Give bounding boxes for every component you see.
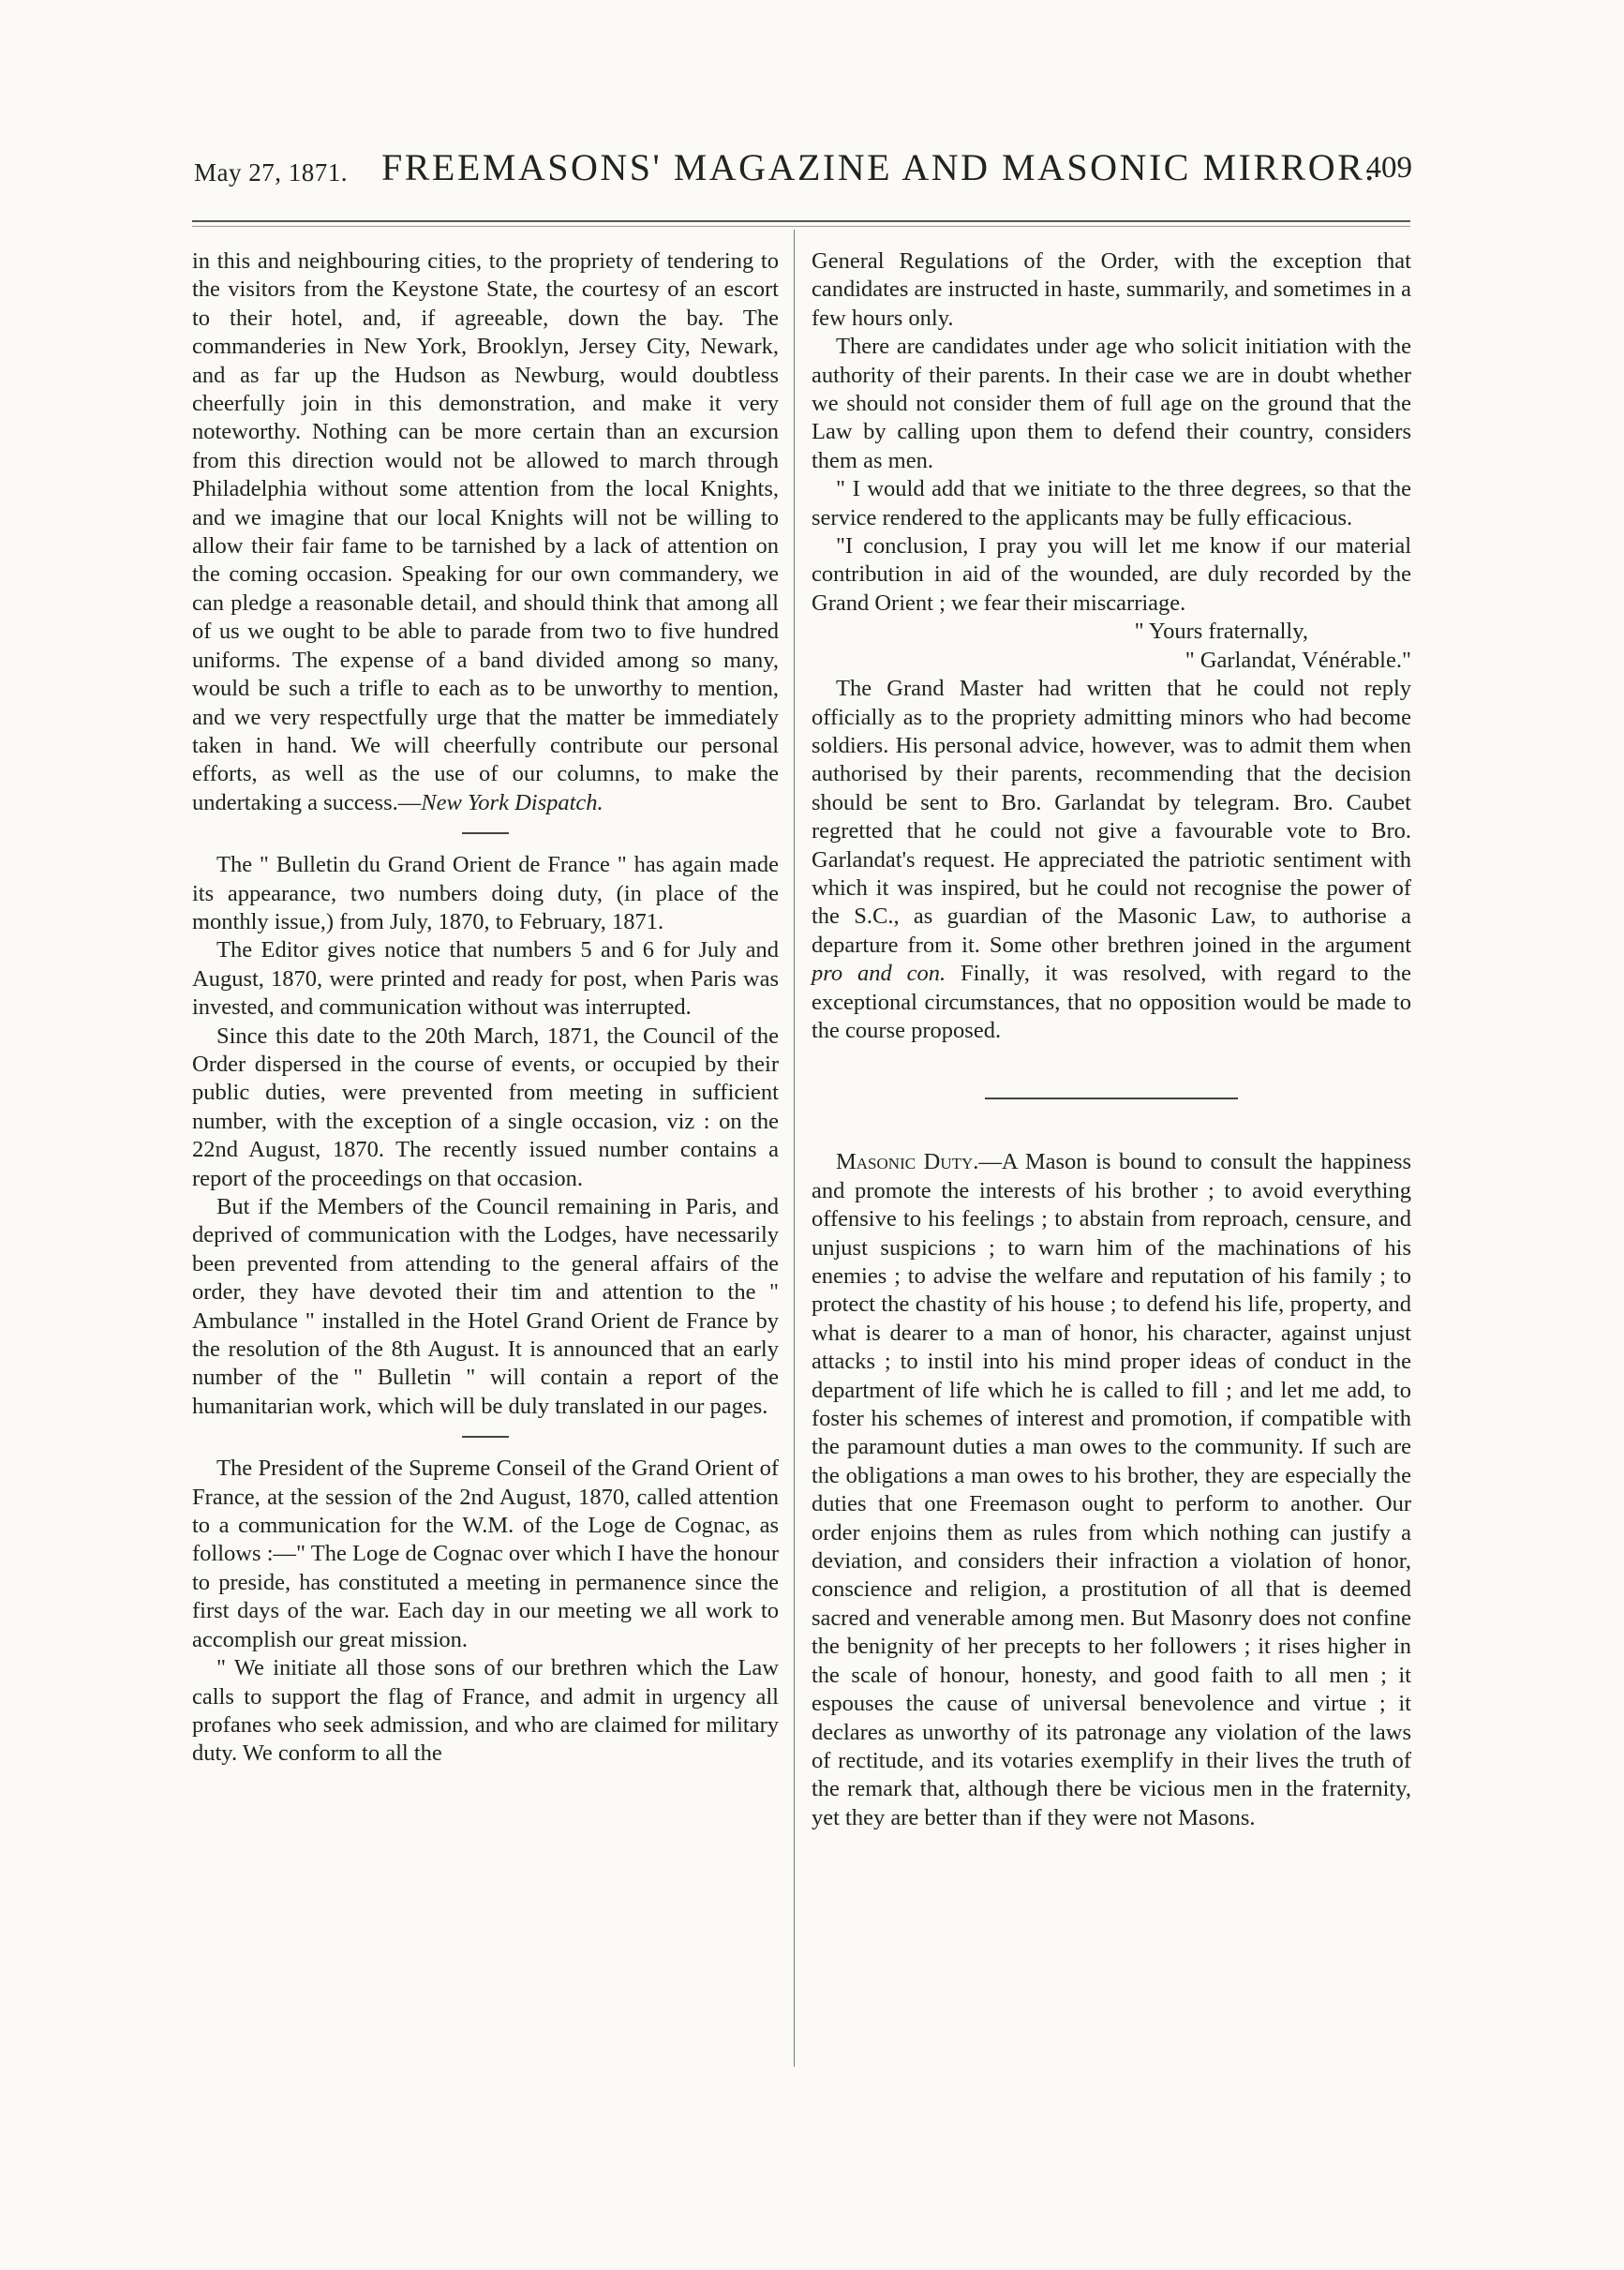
left-column: [192, 247, 779, 1769]
signature-salutation: " Yours fraternally,: [1134, 619, 1308, 645]
column-divider: [794, 230, 795, 2067]
president-paragraph-2: " We initiate all those sons of our brethren which the Law calls to support the flag of France, and admit in urgency all profanes who seek admission, and who are claimed for military duty. We conform to all the: [192, 1655, 779, 1767]
bulletin-paragraph-3: Since this date to the 20th March, 1871, the Council of the Order dispersed in the course of events, or occupied by their public duties, were prevented from meeting in sufficient number, with the exception of a single occasion, viz : on the 22nd August, 1870. The recently issued number contains a report of the proceedings on that occasion.: [192, 1023, 779, 1191]
page-header: [194, 145, 1412, 202]
bulletin-paragraph-2: The Editor gives notice that numbers 5 and 6 for July and August, 1870, were printed and ready for post, when Paris was invested, and communication without was interrupted.: [192, 937, 779, 1021]
dispatch-source: New York Dispatch.: [421, 789, 603, 815]
president-paragraph-1: The President of the Supreme Conseil of the Grand Orient of France, at the session of the 2nd August, 1870, called attention to a communication for the W.M. of the Loge de Cognac, as follows :—" The Loge de Cognac over which I have the honour to preside, has constituted a meeting in permanence since the first days of the war. Each day in our meeting we all work to accomplish our great mission.: [192, 1456, 779, 1652]
grand-master-paragraph: [812, 675, 1411, 1045]
dispatch-text: in this and neighbouring cities, to the propriety of tendering to the visitors from the Keystone State, the courtesy of an escort to their hotel, and, if agreeable, down the bay. The commanderies in New York, Brooklyn, Jersey City, Newark, and as far up the Hudson as Newburg, would doubtless cheerfully join in this demonstration, and make it very noteworthy. Nothing can be more certain than an excursion from this direction would not be allowed to march through Philadelphia without some attention from the local Knights, and we imagine that our local Knights will not be willing to allow their fair fame to be tarnished by a lack of attention on the coming occasion. Speaking for our own commandery, we can pledge a reasonable detail, and should think that among all of us we ought to be able to parade from two to five hundred uniforms. The expense of a band divided among so many, would be such a trifle to each as to be unworthy to mention, and we very respectfully urge that the matter be immediately taken in hand. We will cheerfully contribute our personal efforts, as well as the use of our columns, to make the undertaking a success.—: [192, 248, 779, 815]
conclusion-paragraph: "I conclusion, I pray you will let me know if our material contribution in aid of the wounded, are duly recorded by the Grand Orient ; we fear their miscarriage.: [812, 533, 1411, 616]
issue-date: May 27, 1871.: [194, 158, 348, 187]
bulletin-paragraph-1: The " Bulletin du Grand Orient de France " has again made its appearance, two numbers doing duty, (in place of the monthly issue,) from July, 1870, to February, 1871.: [192, 852, 779, 934]
pro-and-con: pro and con.: [812, 961, 946, 987]
regulations-paragraph: General Regulations of the Order, with the exception that candidates are instructed in haste, summarily, and sometimes in a few hours only.: [812, 248, 1411, 331]
header-rule: [192, 220, 1410, 222]
magazine-title: FREEMASONS' MAGAZINE AND MASONIC MIRROR.: [381, 146, 1377, 188]
candidates-paragraph: There are candidates under age who solicit initiation with the authority of their parents. In their case we are in doubt whether we should not consider them of full age on the ground that the Law by calling upon them to defend their country, considers them as men.: [812, 334, 1411, 473]
grand-master-text: The Grand Master had written that he could not reply officially as to the propriety admitting minors who had become soldiers. His personal advice, however, was to admit them when authorised by their parents, recommending that the decision should be sent to Bro. Garlandat by telegram. Bro. Caubet regretted that he could not give a favourable vote to Bro. Garlandat's request. He appreciated the patriotic sentiment with which it was inspired, but he could not recognise the power of the S.C., as guardian of the Masonic Law, to authorise a departure from it. Some other brethren joined in the argument: [812, 676, 1411, 958]
dispatch-paragraph: [192, 247, 779, 817]
section-separator: [462, 1436, 509, 1438]
header-rule-thin: [192, 226, 1410, 227]
bulletin-paragraph-4: But if the Members of the Council remaining in Paris, and deprived of communication with the Lodges, have necessarily been prevented from attending to the general affairs of the order, they have devoted their tim and attention to the " Ambulance " installed in the Hotel Grand Orient de France by the resolution of the 8th August. It is announced that an early number of the " Bulletin " will contain a report of the humanitarian work, which will be duly translated in our pages.: [192, 1194, 779, 1419]
article-separator: [985, 1098, 1238, 1099]
masonic-duty-text: —A Mason is bound to consult the happiness and promote the interests of his brother ; to avoid everything offensive to his feelings ; to abstain from reproach, censure, and unjust suspicions ; to warn him of the machinations of his enemies ; to advise the welfare and reputation of his family ; to protect the chastity of his house ; to defend his life, property, and what is dearer to a man of honor, his character, against unjust attacks ; to instil into his mind proper ideas of conduct in the department of life which he is called to fill ; and let me add, to foster his schemes of interest and promotion, if compatible with the paramount duties a man owes to the community. If such are the obligations a man owes to his brother, they are especially the duties that one Freemason ought to perform to another. Our order enjoins them as rules from which nothing can justify a deviation, and considers their infraction a violation of honor, conscience and religion, a prostitution of all that is deemed sacred and venerable among men. But Masonry does not confine the benignity of her precepts to her followers ; it rises higher in the scale of honour, honesty, and good faith to all men ; it espouses the cause of universal benevolence and virtue ; it declares as unworthy of its patronage any violation of the laws of rectitude, and its votaries exemplify in their lives the truth of the remark that, although there be vicious men in the fraternity, yet they are better than if they were not Masons.: [812, 1149, 1412, 1830]
right-column: [812, 247, 1411, 1832]
masonic-duty-heading: Masonic Duty.: [836, 1149, 979, 1175]
section-separator: [462, 832, 509, 834]
signature-name: " Garlandat, Vénérable.": [1184, 647, 1411, 673]
masonic-duty-paragraph: [812, 1148, 1411, 1832]
grand-master-text-end: Finally, it was resolved, with regard to the exceptional circumstances, that no opposition would be made to the course proposed.: [812, 961, 1412, 1043]
degrees-paragraph: " I would add that we initiate to the three degrees, so that the service rendered to the applicants may be fully efficacious.: [812, 476, 1411, 530]
page-number: 409: [1365, 151, 1412, 185]
